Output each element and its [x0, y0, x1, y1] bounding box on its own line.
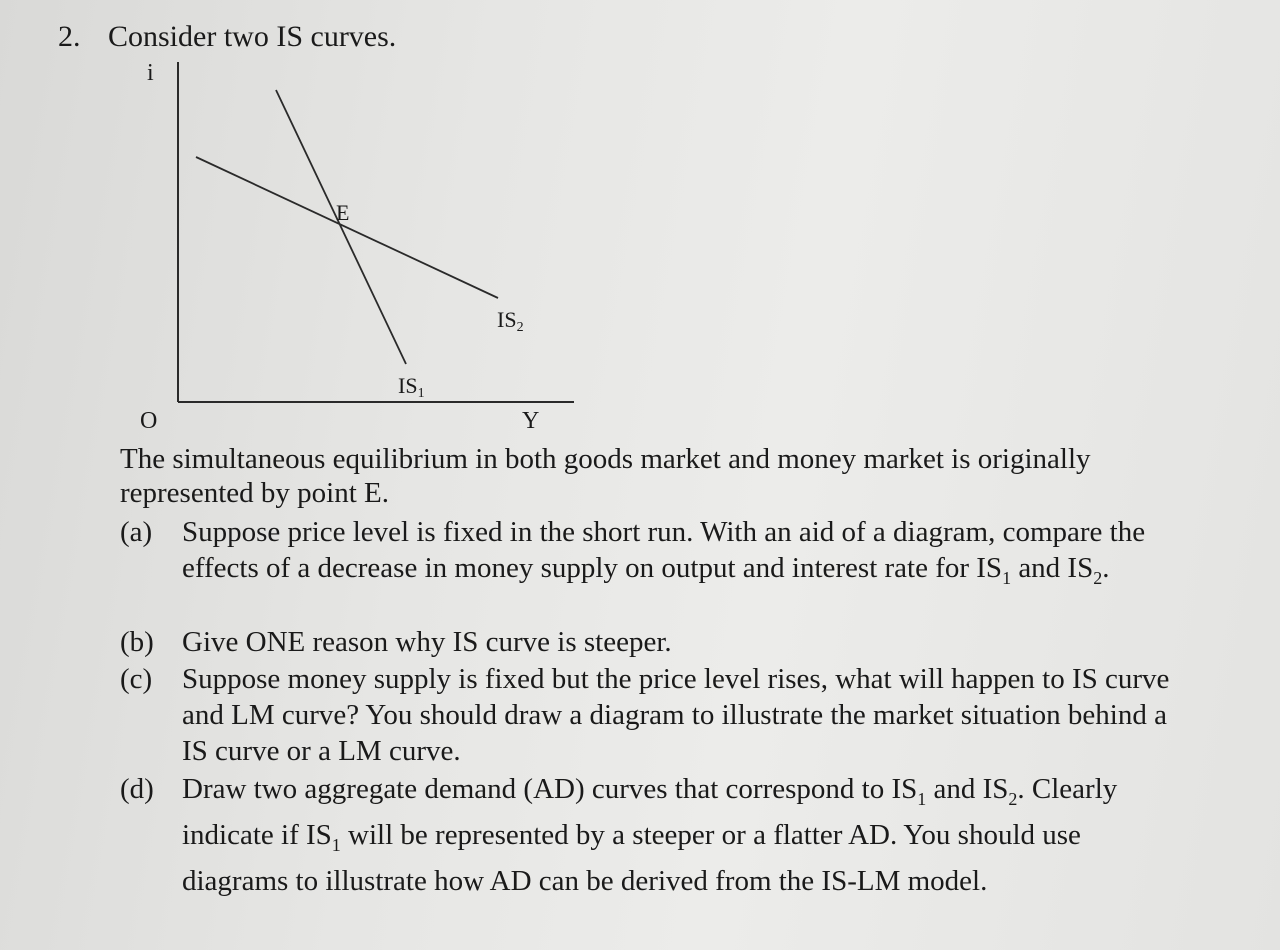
part-c-text: Suppose money supply is fixed but the price level rises, what will happen to IS curve and LM curve? You should draw a diagram to illustrate the market situation behind a IS curve or a LM curve.	[182, 663, 1170, 767]
x-axis-label: Y	[522, 408, 540, 434]
y-axis-label: i	[147, 60, 154, 86]
is-curves-diagram	[0, 0, 1280, 440]
origin-label: O	[140, 408, 158, 434]
is1-label: IS1	[398, 373, 425, 401]
intro-paragraph: The simultaneous equilibrium in both goods market and money market is originally represented by point E.	[120, 443, 1091, 509]
part-c-label: (c)	[120, 663, 153, 695]
point-e-label: E	[336, 200, 350, 225]
part-a	[120, 514, 1180, 624]
is2-curve	[196, 157, 498, 298]
question-intro: Consider two IS curves.	[108, 20, 397, 53]
part-d-text: Draw two aggregate demand (AD) curves that correspond to $IS_1$ and $IS_2$. Clearly indicate if $IS_1$ will be represented by a steeper or a flatter AD. You should use diagrams to illustrate how AD can be derived from the IS-LM model.	[182, 773, 1118, 897]
part-a-label: (a)	[120, 516, 153, 548]
is1-curve	[276, 90, 406, 364]
part-b-label: (b)	[120, 626, 154, 658]
question-number: 2.	[58, 20, 81, 53]
part-a-text: Suppose price level is fixed in the short run. With an aid of a diagram, compare the effects of a decrease in money supply on output and interest rate for $IS_1$ and $IS_2$.	[182, 516, 1146, 588]
is2-label: IS2	[497, 307, 524, 335]
part-b-text: Give ONE reason why IS curve is steeper.	[182, 626, 672, 658]
part-d-label: (d)	[120, 773, 154, 805]
